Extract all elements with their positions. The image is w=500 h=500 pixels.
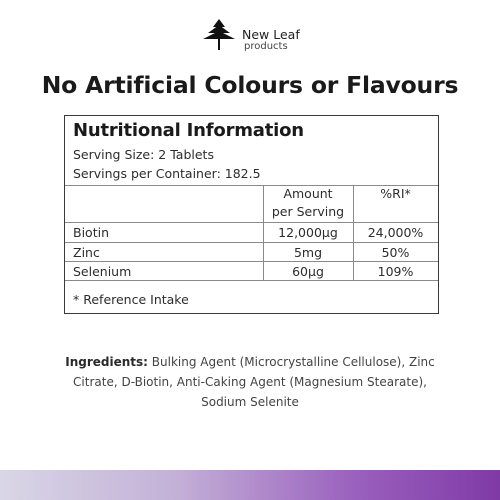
row-amount: 12,000µg	[278, 225, 338, 240]
headline: No Artificial Colours or Flavours	[41, 71, 459, 99]
ri-header: %RI*	[380, 186, 411, 201]
divider	[65, 222, 438, 223]
amount-header-line2: per Serving	[271, 204, 345, 219]
brand-sub: products	[244, 41, 288, 52]
divider	[65, 280, 438, 281]
amount-header-line1: Amount	[283, 186, 333, 201]
serving-size: Serving Size: 2 Tablets	[73, 147, 214, 162]
brand-logo	[201, 16, 311, 58]
bottom-gradient-band	[0, 470, 500, 500]
divider	[65, 242, 438, 243]
servings-per-container: Servings per Container: 182.5	[73, 166, 261, 181]
ingredients-label: Ingredients:	[65, 355, 148, 369]
row-name: Zinc	[73, 245, 100, 260]
row-name: Biotin	[73, 225, 109, 240]
ingredients	[60, 352, 440, 412]
brand-name: New Leaf	[242, 27, 300, 42]
ingredients-text: Bulking Agent (Microcrystalline Cellulose), Zinc Citrate, D-Biotin, Anti-Caking Agent (Magnesium Stearate), Sodium Selenite	[73, 355, 435, 409]
row-name: Selenium	[73, 264, 132, 279]
divider	[65, 261, 438, 262]
nutrition-title: Nutritional Information	[73, 120, 304, 141]
row-ri: 109%	[377, 264, 414, 279]
row-amount: 60µg	[292, 264, 324, 279]
leaf-tree-icon	[201, 16, 237, 52]
nutrition-panel	[64, 115, 439, 314]
row-ri: 50%	[381, 245, 410, 260]
row-ri: 24,000%	[367, 225, 424, 240]
footnote: * Reference Intake	[73, 292, 189, 307]
row-amount: 5mg	[293, 245, 323, 260]
